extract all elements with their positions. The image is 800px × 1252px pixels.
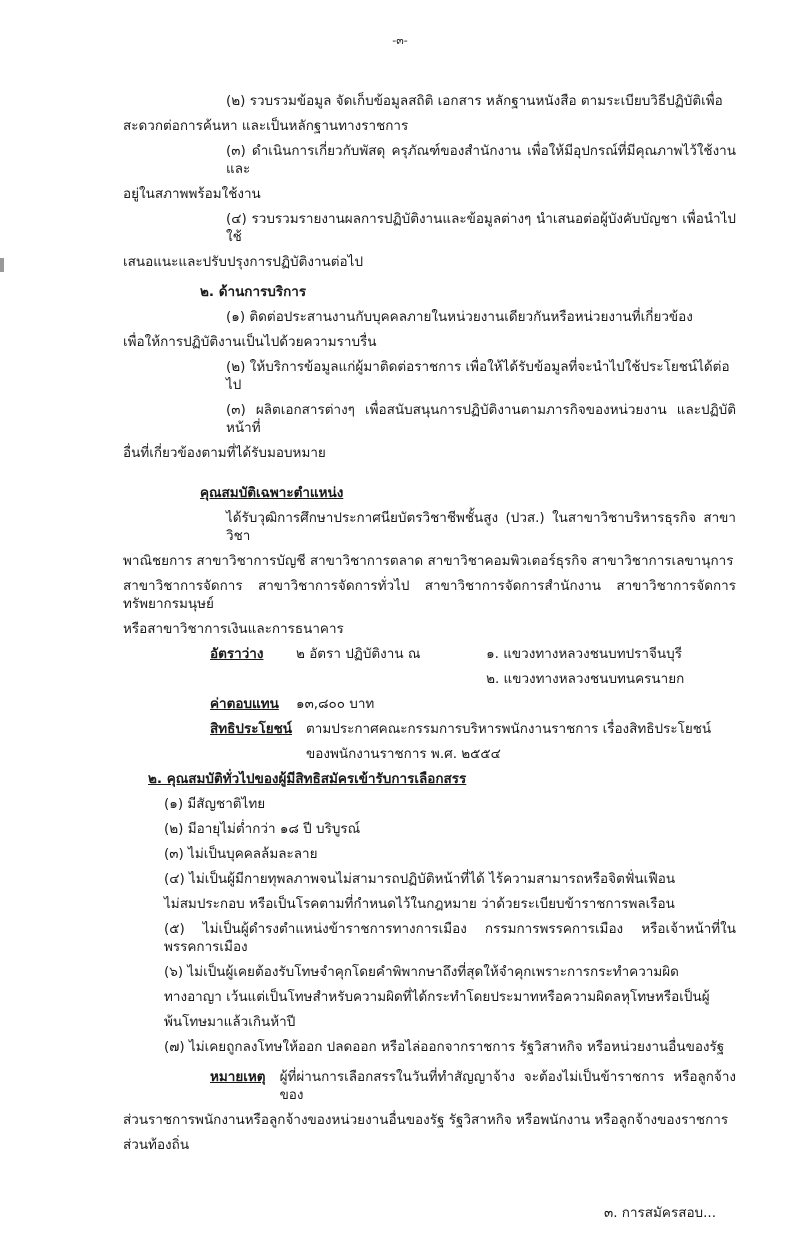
duty-line: (๔) รวบรวมรายงานผลการปฏิบัติงานและข้อมูลต่างๆ นำเสนอต่อผู้บังคับบัญชา เพื่อนำไปใช้	[226, 211, 736, 245]
salary-value: ๑๓,๘๐๐ บาท	[296, 696, 375, 712]
service-line: (๑) ติดต่อประสานงานกับบุคคลภายในหน่วยงานเดียวกันหรือหน่วยงานที่เกี่ยวข้อง	[226, 309, 693, 325]
general-item: (๔) ไม่เป็นผู้มีกายทุพลภาพจนไม่สามารถปฏิบัติหน้าที่ได้ ไร้ความสามารถหรือจิตฟั่นเฟือน	[164, 871, 676, 887]
service-line: อื่นที่เกี่ยวข้องตามที่ได้รับมอบหมาย	[123, 445, 326, 461]
service-line: (๒) ให้บริการข้อมูลแก่ผู้มาติดต่อราชการ เพื่อให้ได้รับข้อมูลที่จะนำไปใช้ประโยชน์ได้ต่อไป	[226, 359, 730, 393]
benefit-line: ตามประกาศคณะกรรมการบริหารพนักงานราชการ เรื่องสิทธิประโยชน์	[306, 721, 712, 737]
general-item: (๑) มีสัญชาติไทย	[164, 796, 266, 812]
vacancy-row	[123, 645, 736, 688]
general-item: พ้นโทษมาแล้วเกินห้าปี	[164, 1014, 296, 1030]
vacancy-value: ๒ อัตรา ปฏิบัติงาน ณ	[296, 646, 421, 662]
qualification-line: สาขาวิชาการจัดการ สาขาวิชาการจัดการทั่วไป สาขาวิชาการจัดการสำนักงาน สาขาวิชาการจัดการทรัพยากรมนุษย์	[123, 578, 736, 612]
benefit-line: ของพนักงานราชการ พ.ศ. ๒๕๕๔	[306, 746, 501, 762]
general-item: (๕) ไม่เป็นผู้ดำรงตำแหน่งข้าราชการทางการเมือง กรรมการพรรคการเมือง หรือเจ้าหน้าที่ในพรรคการเมือง	[164, 921, 736, 955]
service-line: (๓) ผลิตเอกสารต่างๆ เพื่อสนับสนุนการปฏิบัติงานตามภารกิจของหน่วยงาน และปฏิบัติหน้าที่	[226, 402, 736, 436]
salary-label: ค่าตอบแทน	[210, 696, 279, 712]
duty-line: (๒) รวบรวมข้อมูล จัดเก็บข้อมูลสถิติ เอกสาร หลักฐานหนังสือ ตามระเบียบวิธีปฏิบัติเพื่อ	[226, 93, 723, 109]
service-heading: ๒. ด้านการบริการ	[200, 284, 307, 300]
note-row	[123, 1068, 736, 1104]
general-item: ทางอาญา เว้นแต่เป็นโทษสำหรับความผิดที่ได้กระทำโดยประมาทหรือความผิดลหุโทษหรือเป็นผู้	[164, 989, 710, 1005]
benefit-text	[306, 720, 736, 763]
note-line: ส่วนราชการพนักงานหรือลูกจ้างของหน่วยงานอื่นของรัฐ รัฐวิสาหกิจ หรือพนักงาน หรือลูกจ้างของราชการ	[123, 1112, 729, 1128]
qualification-line: หรือสาขาวิชาการเงินและการธนาคาร	[123, 621, 344, 637]
continue-footer: ๓. การสมัครสอบ...	[603, 1205, 716, 1221]
duty-line: สะดวกต่อการค้นหา และเป็นหลักฐานทางราชการ	[123, 118, 409, 134]
general-heading: ๒. คุณสมบัติทั่วไปของผู้มีสิทธิสมัครเข้ารับการเลือกสรร	[148, 771, 467, 787]
note-line: ผู้ที่ผ่านการเลือกสรรในวันที่ทำสัญญาจ้าง จะต้องไม่เป็นข้าราชการ หรือลูกจ้างของ	[279, 1069, 736, 1103]
duty-line: เสนอแนะและปรับปรุงการปฏิบัติงานต่อไป	[123, 254, 364, 270]
general-item: ไม่สมประกอบ หรือเป็นโรคตามที่กำหนดไว้ในกฎหมาย ว่าด้วยระเบียบข้าราชการพลเรือน	[164, 896, 675, 912]
page-number: -๓-	[392, 34, 408, 47]
general-item: (๓) ไม่เป็นบุคคลล้มละลาย	[164, 846, 318, 862]
duty-line: (๓) ดำเนินการเกี่ยวกับพัสดุ ครุภัณฑ์ของสำนักงาน เพื่อให้มีอุปกรณ์ที่มีคุณภาพไว้ใช้งานและ	[226, 143, 736, 177]
duty-line: อยู่ในสภาพพร้อมใช้งาน	[123, 186, 261, 202]
vacancy-label: อัตราว่าง	[210, 646, 264, 662]
qualification-heading: คุณสมบัติเฉพาะตำแหน่ง	[200, 485, 344, 501]
note-label: หมายเหตุ	[210, 1069, 266, 1085]
benefit-row	[123, 720, 736, 763]
benefit-label: สิทธิประโยชน์	[210, 721, 293, 737]
general-item: (๖) ไม่เป็นผู้เคยต้องรับโทษจำคุกโดยคำพิพากษาถึงที่สุดให้จำคุกเพราะการกระทำความผิด	[164, 964, 679, 980]
general-item: (๗) ไม่เคยถูกลงโทษให้ออก ปลดออก หรือไล่ออกจากราชการ รัฐวิสาหกิจ หรือหน่วยงานอื่นของรัฐ	[164, 1039, 725, 1055]
note-line: ส่วนท้องถิ่น	[123, 1137, 190, 1153]
service-line: เพื่อให้การปฏิบัติงานเป็นไปด้วยความราบรื่น	[123, 334, 377, 350]
vacancy-places	[486, 645, 736, 688]
general-item: (๒) มีอายุไม่ต่ำกว่า ๑๘ ปี บริบูรณ์	[164, 821, 361, 837]
qualification-line: พาณิชยการ สาขาวิชาการบัญชี สาขาวิชาการตลาด สาขาวิชาคอมพิวเตอร์ธุรกิจ สาขาวิชาการเลขานุการ	[123, 553, 734, 569]
vacancy-place: ๒. แขวงทางหลวงชนบทนครนายก	[486, 671, 685, 687]
vacancy-place: ๑. แขวงทางหลวงชนบทปราจีนบุรี	[486, 646, 682, 662]
qualification-line: ได้รับวุฒิการศึกษาประกาศนียบัตรวิชาชีพชั้นสูง (ปวส.) ในสาขาวิชาบริหารธุรกิจ สาขาวิชา	[226, 510, 736, 544]
scan-mark	[0, 258, 4, 272]
salary-row	[123, 695, 736, 713]
